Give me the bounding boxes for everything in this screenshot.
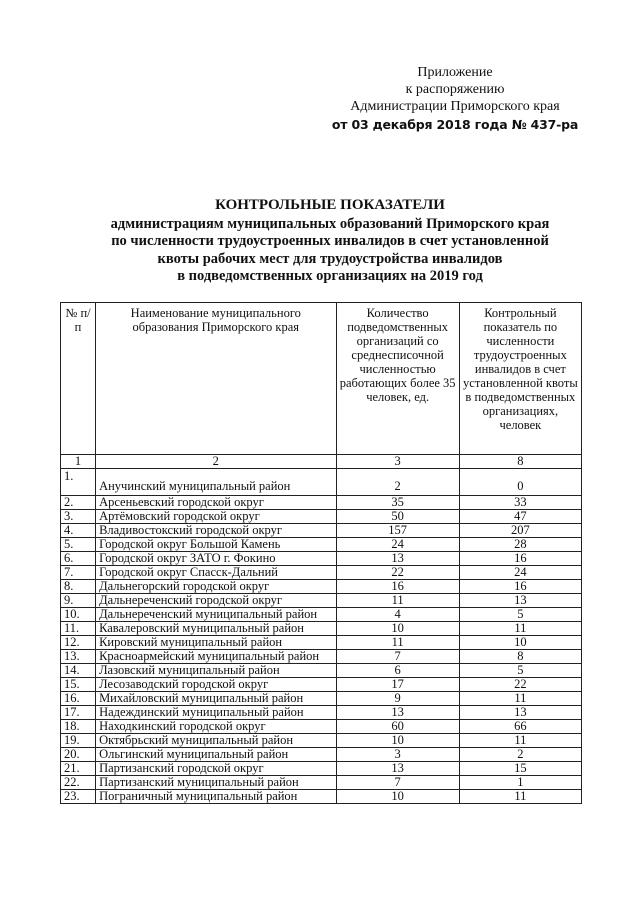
table-row: [61, 692, 582, 706]
row-name: Лазовский муниципальный район: [96, 664, 336, 678]
row-name: Дальнегорский городской округ: [96, 580, 336, 594]
row-control: 207: [459, 524, 581, 538]
table-row: [61, 594, 582, 608]
table-row: [61, 510, 582, 524]
row-name: Пограничный муниципальный район: [96, 790, 336, 804]
row-name: Владивостокский городской округ: [96, 524, 336, 538]
row-control: 5: [459, 608, 581, 622]
row-control: 11: [459, 734, 581, 748]
table-row: [61, 636, 582, 650]
table-row: [61, 622, 582, 636]
row-count: 6: [336, 664, 459, 678]
row-num: 11.: [61, 622, 96, 636]
row-name: Артёмовский городской округ: [96, 510, 336, 524]
row-control: 11: [459, 692, 581, 706]
table-row: [61, 734, 582, 748]
table-row: [61, 566, 582, 580]
row-count: 3: [336, 748, 459, 762]
table-row: [61, 762, 582, 776]
table-row: [61, 790, 582, 804]
row-name: Кировский муниципальный район: [96, 636, 336, 650]
row-name: Надеждинский муниципальный район: [96, 706, 336, 720]
table-row: [61, 552, 582, 566]
row-num: 13.: [61, 650, 96, 664]
row-count: 24: [336, 538, 459, 552]
order-reference: к распоряжению: [405, 82, 505, 97]
table-header-row: [61, 303, 582, 455]
row-count: 9: [336, 692, 459, 706]
row-name: Анучинский муниципальный район: [96, 469, 336, 496]
row-control: 16: [459, 552, 581, 566]
row-count: 4: [336, 608, 459, 622]
title-line-3: по численности трудоустроенных инвалидов в счет установленной: [111, 233, 549, 249]
row-control: 10: [459, 636, 581, 650]
row-num: 12.: [61, 636, 96, 650]
table-row: [61, 496, 582, 510]
row-name: Городской округ ЗАТО г. Фокино: [96, 552, 336, 566]
row-control: 15: [459, 762, 581, 776]
issuing-authority: Администрации Приморского края: [350, 99, 560, 114]
header-num: № п/п: [61, 303, 96, 455]
row-num: 21.: [61, 762, 96, 776]
title-main: КОНТРОЛЬНЫЕ ПОКАЗАТЕЛИ: [215, 197, 445, 213]
table-row: [61, 650, 582, 664]
title-line-4: квоты рабочих мест для трудоустройства инвалидов: [157, 250, 503, 267]
row-num: 2.: [61, 496, 96, 510]
row-name: Городской округ Спасск-Дальний: [96, 566, 336, 580]
row-control: 1: [459, 776, 581, 790]
table-row: [61, 580, 582, 594]
row-num: 5.: [61, 538, 96, 552]
table-row: [61, 720, 582, 734]
title-line-5: в подведомственных организациях на 2019 год: [177, 268, 483, 284]
table-body: [61, 455, 582, 804]
table-row: [61, 608, 582, 622]
row-control: 22: [459, 678, 581, 692]
row-name: Городской округ Большой Камень: [96, 538, 336, 552]
row-control: 13: [459, 594, 581, 608]
row-control: 0: [459, 469, 581, 496]
row-count: 13: [336, 706, 459, 720]
row-count: 17: [336, 678, 459, 692]
table-row: [61, 538, 582, 552]
row-control: 66: [459, 720, 581, 734]
row-num: 4.: [61, 524, 96, 538]
row-count: 13: [336, 762, 459, 776]
row-control: 11: [459, 790, 581, 804]
row-num: 16.: [61, 692, 96, 706]
row-name: Дальнереченский городской округ: [96, 594, 336, 608]
appendix-label: Приложение: [417, 65, 493, 80]
row-count: 2: [336, 469, 459, 496]
row-name: Кавалеровский муниципальный район: [96, 622, 336, 636]
row-num: 6.: [61, 552, 96, 566]
table-row: [61, 664, 582, 678]
table-row: [61, 776, 582, 790]
row-count: 50: [336, 510, 459, 524]
row-control: 28: [459, 538, 581, 552]
row-num: 3.: [61, 510, 96, 524]
index-cell: 1: [61, 455, 96, 469]
row-count: 10: [336, 622, 459, 636]
row-name: Партизанский городской округ: [96, 762, 336, 776]
row-name: Михайловский муниципальный район: [96, 692, 336, 706]
row-count: 22: [336, 566, 459, 580]
row-control: 16: [459, 580, 581, 594]
row-num: 15.: [61, 678, 96, 692]
header-control: Контрольный показатель по численности трудоустроенных инвалидов в счет установленной квоты в подведомственных организациях, человек: [459, 303, 581, 455]
header-count: Количество подведомственных организаций со среднесписочной численностью работающих более 35 человек, ед.: [336, 303, 459, 455]
row-count: 10: [336, 790, 459, 804]
order-date-number: от 03 декабря 2018 года № 437-ра: [331, 117, 579, 132]
row-count: 11: [336, 594, 459, 608]
appendix-header: [320, 64, 590, 133]
row-num: 8.: [61, 580, 96, 594]
row-num: 20.: [61, 748, 96, 762]
row-count: 7: [336, 776, 459, 790]
row-count: 13: [336, 552, 459, 566]
row-count: 7: [336, 650, 459, 664]
row-num: 19.: [61, 734, 96, 748]
row-num: 22.: [61, 776, 96, 790]
row-name: Ольгинский муниципальный район: [96, 748, 336, 762]
document-title: [60, 197, 600, 286]
row-control: 11: [459, 622, 581, 636]
row-num: 14.: [61, 664, 96, 678]
table-row: [61, 748, 582, 762]
row-control: 24: [459, 566, 581, 580]
quota-table: [60, 302, 582, 804]
row-control: 33: [459, 496, 581, 510]
table-row: [61, 678, 582, 692]
row-num: 7.: [61, 566, 96, 580]
row-num: 17.: [61, 706, 96, 720]
table-row: [61, 706, 582, 720]
row-control: 2: [459, 748, 581, 762]
row-count: 35: [336, 496, 459, 510]
row-count: 16: [336, 580, 459, 594]
index-cell: 8: [459, 455, 581, 469]
row-num: 1.: [61, 469, 96, 496]
row-count: 11: [336, 636, 459, 650]
row-count: 157: [336, 524, 459, 538]
table-row: [61, 469, 582, 496]
column-index-row: [61, 455, 582, 469]
row-name: Красноармейский муниципальный район: [96, 650, 336, 664]
row-count: 10: [336, 734, 459, 748]
row-num: 10.: [61, 608, 96, 622]
row-num: 9.: [61, 594, 96, 608]
row-control: 8: [459, 650, 581, 664]
index-cell: 3: [336, 455, 459, 469]
row-count: 60: [336, 720, 459, 734]
index-cell: 2: [96, 455, 336, 469]
row-name: Дальнереченский муниципальный район: [96, 608, 336, 622]
row-name: Октябрьский муниципальный район: [96, 734, 336, 748]
row-control: 13: [459, 706, 581, 720]
row-num: 23.: [61, 790, 96, 804]
row-name: Партизанский муниципальный район: [96, 776, 336, 790]
row-name: Арсеньевский городской округ: [96, 496, 336, 510]
row-num: 18.: [61, 720, 96, 734]
row-control: 47: [459, 510, 581, 524]
row-name: Лесозаводский городской округ: [96, 678, 336, 692]
header-name: Наименование муниципального образования Приморского края: [96, 303, 336, 455]
title-line-2: администрациям муниципальных образований Приморского края: [110, 215, 550, 232]
table-row: [61, 524, 582, 538]
row-name: Находкинский городской округ: [96, 720, 336, 734]
row-control: 5: [459, 664, 581, 678]
